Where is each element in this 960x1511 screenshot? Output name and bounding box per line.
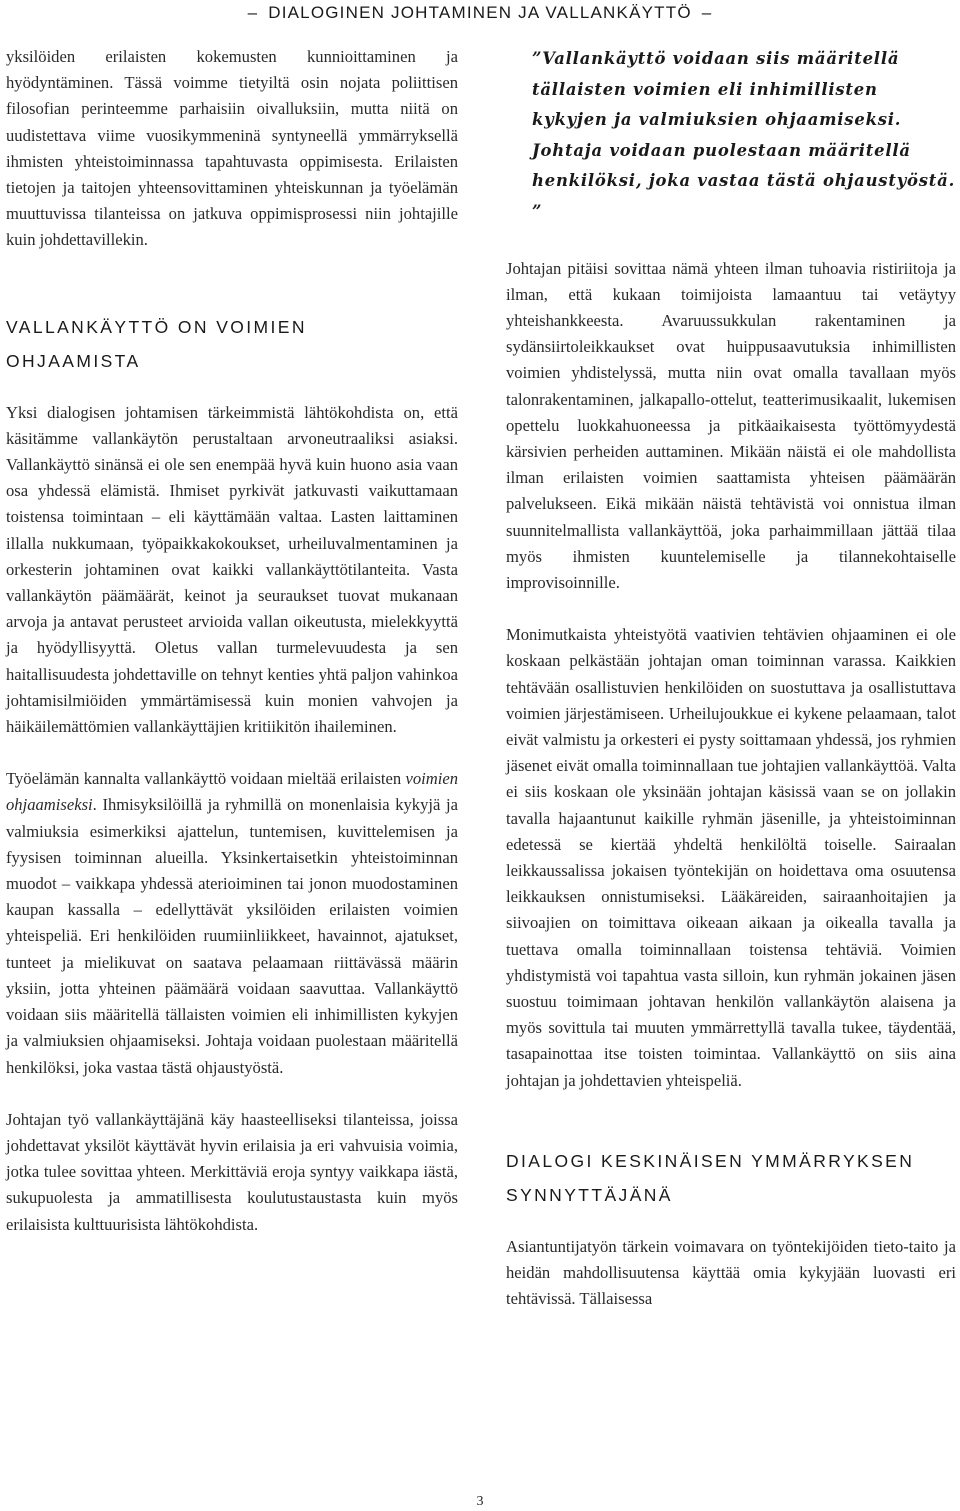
header-dash-right: –	[701, 3, 713, 22]
left-column	[6, 44, 458, 1238]
running-header	[0, 0, 960, 28]
section-heading-line-2: OHJAAMISTA	[6, 350, 141, 371]
page-number: 3	[476, 1494, 484, 1509]
left-paragraph-1: yksilöiden erilaisten kokemusten kunnioittaminen ja hyödyntäminen. Tässä voimme tietyiltä osin nojata poliittisen filosofian perinteemme parhaisiin oivalluksiin, mutta niitä on uudistettava viime vuosikymmeninä syntyneellä ymmärryksellä ihmisten yhteistoiminnassa tapahtuvasta oppimisesta. Erilaisten tietojen ja taitojen yhteensovittaminen yhteiskunnan ja työelämän muuttuvissa tilanteissa on jatkuva oppimisprosessi niin johtajille kuin johdettavillekin.	[6, 47, 458, 250]
left-paragraph-3	[6, 766, 458, 1080]
left-paragraph-2: Yksi dialogisen johtamisen tärkeimmistä lähtökohdista on, että käsitämme vallankäytön perustaltaan arvoneutraaliksi asiaksi. Vallankäyttö sinänsä ei ole sen enempää hyvä kuin huono asia vaan osa yhdessä elämistä. Ihmiset pyrkivät jatkuvasti vaikuttamaan toistensa toimintaan – eli käyttämään valtaa. Lasten laittaminen illalla nukkumaan, työpaikkakokoukset, urheiluvalmentaminen ja orkesterin johtaminen ovat kaikki vallankäyttötilanteita. Vasta vallankäytön päämäärät, keinot ja seuraukset tuovat mukanaan arvoja ja antavat perusteet arvioida vallan oikeutusta, mielekkyyttä ja hyödyllisyyttä. Oletus vallan turmelevuudesta ja sen haitallisuudesta johdettaville on tehnyt kenties yhtä paljon vahinkoa johtamisilmiöiden ymmärtämisessä kuin monien vahvojen ja häikäilemättömien vallankäyttäjien kritiikitön ihaileminen.	[6, 402, 458, 737]
section-heading-vallankaytto	[6, 310, 458, 378]
header-title: DIALOGINEN JOHTAMINEN JA VALLANKÄYTTÖ	[268, 3, 692, 22]
left-paragraph-3-start: Työelämän kannalta vallankäyttö voidaan mieltää erilaisten	[6, 769, 406, 789]
pull-quote: ”Vallankäyttö voidaan siis määritellä tällaisten voimien eli inhimillisten kykyjen ja valmiuksien ohjaamiseksi. Johtaja voidaan puolestaan määritellä henkilöksi, joka vastaa tästä ohjaustyöstä. ”	[532, 49, 956, 221]
left-paragraph-3-emphasis: voimien ohjaamiseksi	[6, 769, 458, 815]
right-paragraph-1: Johtajan pitäisi sovittaa nämä yhteen ilman tuhoavia ristiriitoja ja ilman, että kukaan toimijoista lamaantuu tai vetäytyy yhteishankkeesta. Avaruussukkulan rakentaminen ja sydänsiirtoleikkaukset ovat huippusaavutuksia inhimillisten voimien yhdistelyssä, mutta niin ovat omalla tavallaan myös talonrakentaminen, jalkapallo-ottelut, teatterimusikaalit, lukemisen opettelu luokkahuoneessa ja pitkäaikaisesta työttömyydestä kärsivien perheiden auttaminen. Mikään näistä ei ole mahdollista ilman erilaisten voimien saattamista yhteisen päämäärän palvelukseen. Eikä mikään näistä tehtävistä voi onnistua ilman suunnitelmallista vallankäyttöä, joka parhaimmillaan jättää tilaa myös ihmisten kuuntelemiselle ja tilannekohtaiselle improvisoinnille.	[506, 258, 956, 592]
right-column	[506, 44, 956, 1312]
header-dash-left: –	[247, 3, 259, 22]
section-heading-line-1: VALLANKÄYTTÖ ON VOIMIEN	[6, 316, 307, 337]
section-heading-dialogi	[506, 1144, 956, 1212]
section-heading-line-2: SYNNYTTÄJÄNÄ	[506, 1184, 673, 1205]
right-paragraph-2: Monimutkaista yhteistyötä vaativien tehtävien ohjaaminen ei ole koskaan pelkästään johtajan oman toiminnan varassa. Kaikkien tehtävään osallistuvien henkilöiden on suostuttava ja osallistuttava voimien järjestämiseen. Urheilujoukkue ei kykene pelaamaan, talot eivät valmistu ja orkesteri ei pysty soittamaan yhdessä, jos ryhmien jäsenet eivät omalla toiminnallaan tue johtajien vallankäyttöä. Valta ei siis koskaan ole yksinään johtajan käsissä vaan se on jollakin tavalla hajaantunut kaikille ryhmän jäsenille, ja yhteistoiminnan edetessä se kiertää yhdeltä henkilöltä toiselle. Sairaalan leikkaussalissa jokaisen työntekijän on hoidettava oma osuutensa leikkauksen onnistumiseksi. Lääkäreiden, sairaanhoitajien ja siivoajien on toimittava oikeaan aikaan ja oikealla tavalla ja tuettava omalla toiminnallaan toistensa tehtäviä. Voimien yhdistymistä voi tapahtua vasta silloin, kun ryhmän jokainen jäsen suostuu toimimaan johtavan henkilön vallankäytön alaisena ja myös sovittula tai muuten ymmärrettyllä tavalla tukee, täydentää, tasapainottaa itse toisten toimintaa. Vallankäyttö on siis aina johtajan ja johdettavien yhteispeliä.	[506, 625, 956, 1090]
left-paragraph-4: Johtajan työ vallankäyttäjänä käy haasteelliseksi tilanteissa, joissa johdettavat yksilöt käyttävät hyvin erilaisia ja eri vahvuisia voimia, jotka tulee sovittaa yhteen. Merkittäviä eroja syntyy vaikkapa iästä, sukupuolesta ja ammatillisesta koulutustaustasta kuin myös erilaisista kulttuurisista lähtökohdista.	[6, 1109, 458, 1234]
left-paragraph-3-rest: . Ihmisyksilöillä ja ryhmillä on monenlaisia kykyjä ja valmiuksia esimerkiksi ajattelun, tuntemisen, kuvittelemisen ja fyysisen toiminnan alueilla. Yksinkertaisetkin yhteistoiminnan muodot – vaikkapa yhdessä aterioiminen tai jonon muodostaminen kaupan kassalla – edellyttävät yksilöiden erilaisten voimien yhteispeliä. Eri henkilöiden ruumiinliikkeet, havainnot, ajatukset, tunteet ja mielikuvat on saatava pelaamaan riittävässä määrin yksiin, jotta yhteinen päämäärä voidaan saavuttaa. Vallankäyttö voidaan siis määritellä tällaisten voimien eli inhimillisten kykyjen ja valmiuksien ohjaamiseksi. Johtaja voidaan puolestaan määritellä henkilöksi, joka vastaa tästä ohjaustyöstä.	[6, 795, 458, 1077]
right-paragraph-3: Asiantuntijatyön tärkein voimavara on työntekijöiden tieto-taito ja heidän mahdollisuutensa käyttää omia kykyjään luovasti eri tehtävissä. Tällaisessa	[506, 1236, 956, 1309]
section-heading-line-1: DIALOGI KESKINÄISEN YMMÄRRYKSEN	[506, 1150, 915, 1171]
